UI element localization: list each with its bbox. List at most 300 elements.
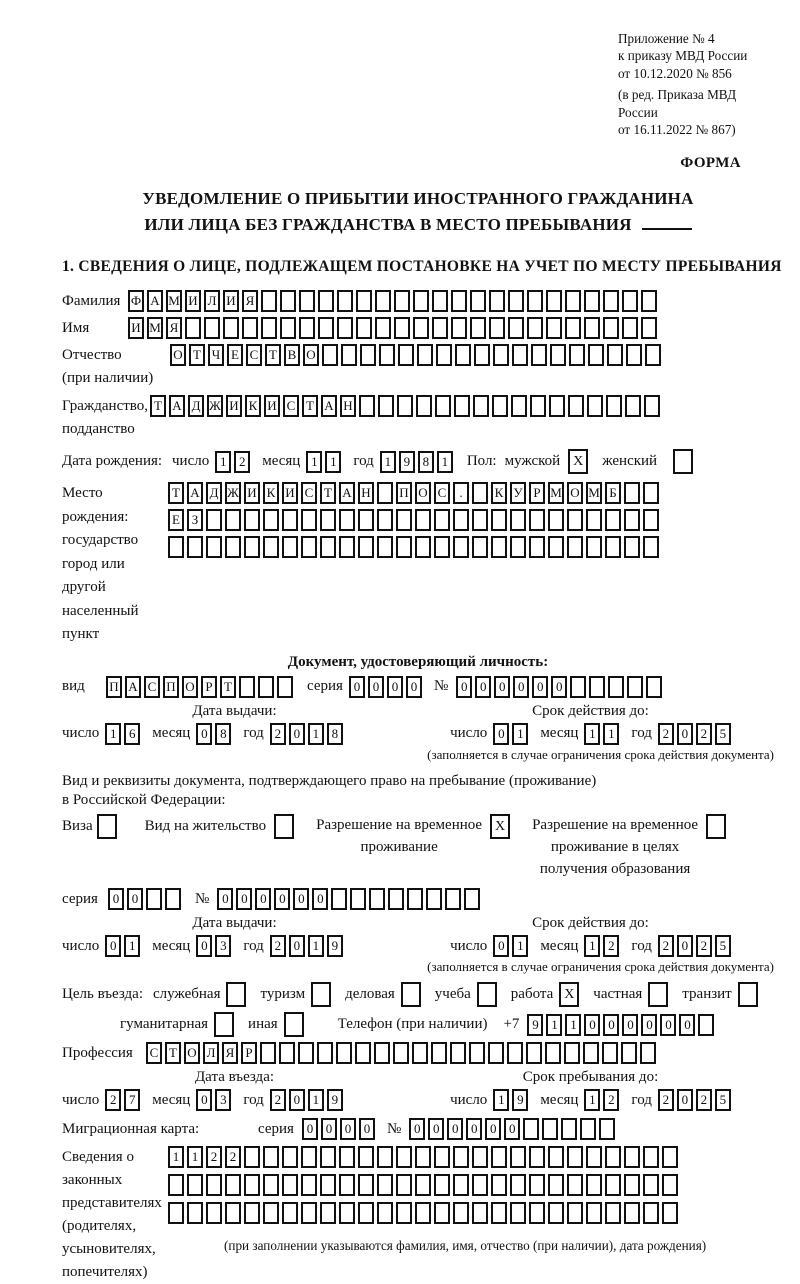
- purpose-tourism-checkbox[interactable]: [311, 982, 331, 1007]
- char-cell[interactable]: 0: [302, 1118, 318, 1140]
- char-cell[interactable]: [565, 290, 581, 312]
- char-cell[interactable]: З: [187, 509, 203, 531]
- char-cell[interactable]: [282, 509, 298, 531]
- char-cell[interactable]: [435, 395, 451, 417]
- char-cell[interactable]: [374, 1042, 390, 1064]
- char-cell[interactable]: [454, 395, 470, 417]
- char-cell[interactable]: [453, 1174, 469, 1196]
- char-cell[interactable]: [413, 317, 429, 339]
- char-cell[interactable]: [318, 290, 334, 312]
- char-cell[interactable]: [337, 290, 353, 312]
- char-cell[interactable]: [542, 1118, 558, 1140]
- char-cell[interactable]: [263, 1174, 279, 1196]
- char-cell[interactable]: [453, 509, 469, 531]
- char-cell[interactable]: [662, 1146, 678, 1168]
- char-cell[interactable]: [624, 509, 640, 531]
- char-cell[interactable]: Р: [201, 676, 217, 698]
- char-cell[interactable]: [377, 509, 393, 531]
- char-cell[interactable]: [589, 676, 605, 698]
- char-cell[interactable]: [261, 290, 277, 312]
- char-cell[interactable]: [355, 1042, 371, 1064]
- char-cell[interactable]: [225, 1202, 241, 1224]
- char-cell[interactable]: С: [246, 344, 262, 366]
- char-cell[interactable]: 0: [236, 888, 252, 910]
- char-cell[interactable]: 2: [658, 1089, 674, 1111]
- char-cell[interactable]: 0: [447, 1118, 463, 1140]
- char-cell[interactable]: К: [245, 395, 261, 417]
- char-cell[interactable]: [413, 290, 429, 312]
- char-cell[interactable]: Д: [188, 395, 204, 417]
- char-cell[interactable]: [242, 317, 258, 339]
- char-cell[interactable]: [320, 1146, 336, 1168]
- char-cell[interactable]: 9: [512, 1089, 528, 1111]
- char-cell[interactable]: Р: [241, 1042, 257, 1064]
- char-cell[interactable]: 1: [168, 1146, 184, 1168]
- char-cell[interactable]: 1: [215, 451, 231, 473]
- char-cell[interactable]: Т: [189, 344, 205, 366]
- char-cell[interactable]: [375, 290, 391, 312]
- char-cell[interactable]: [567, 1202, 583, 1224]
- char-cell[interactable]: [320, 1202, 336, 1224]
- char-cell[interactable]: [358, 1146, 374, 1168]
- char-cell[interactable]: Т: [168, 482, 184, 504]
- char-cell[interactable]: [432, 317, 448, 339]
- char-cell[interactable]: 0: [679, 1014, 695, 1036]
- char-cell[interactable]: [263, 536, 279, 558]
- char-cell[interactable]: В: [284, 344, 300, 366]
- char-cell[interactable]: Н: [340, 395, 356, 417]
- char-cell[interactable]: [624, 1146, 640, 1168]
- char-cell[interactable]: [434, 536, 450, 558]
- char-cell[interactable]: [379, 344, 395, 366]
- char-cell[interactable]: [529, 1174, 545, 1196]
- char-cell[interactable]: 1: [584, 723, 600, 745]
- char-cell[interactable]: [545, 1042, 561, 1064]
- char-cell[interactable]: [587, 395, 603, 417]
- char-cell[interactable]: 5: [715, 723, 731, 745]
- char-cell[interactable]: [282, 1202, 298, 1224]
- char-cell[interactable]: [398, 344, 414, 366]
- char-cell[interactable]: [529, 536, 545, 558]
- char-cell[interactable]: 6: [124, 723, 140, 745]
- char-cell[interactable]: 8: [215, 723, 231, 745]
- char-cell[interactable]: [624, 1174, 640, 1196]
- char-cell[interactable]: [451, 317, 467, 339]
- char-cell[interactable]: О: [170, 344, 186, 366]
- char-cell[interactable]: [643, 1202, 659, 1224]
- char-cell[interactable]: [626, 344, 642, 366]
- char-cell[interactable]: [282, 1174, 298, 1196]
- char-cell[interactable]: [360, 344, 376, 366]
- char-cell[interactable]: О: [184, 1042, 200, 1064]
- purpose-official-checkbox[interactable]: [226, 982, 246, 1007]
- char-cell[interactable]: 0: [196, 1089, 212, 1111]
- purpose-other-checkbox[interactable]: [284, 1012, 304, 1037]
- char-cell[interactable]: [508, 290, 524, 312]
- char-cell[interactable]: [548, 1202, 564, 1224]
- char-cell[interactable]: [301, 1146, 317, 1168]
- char-cell[interactable]: [548, 1146, 564, 1168]
- char-cell[interactable]: .: [453, 482, 469, 504]
- char-cell[interactable]: 1: [546, 1014, 562, 1036]
- char-cell[interactable]: 0: [340, 1118, 356, 1140]
- char-cell[interactable]: [510, 1146, 526, 1168]
- char-cell[interactable]: 0: [289, 723, 305, 745]
- char-cell[interactable]: И: [223, 290, 239, 312]
- char-cell[interactable]: [507, 1042, 523, 1064]
- char-cell[interactable]: [280, 290, 296, 312]
- char-cell[interactable]: И: [244, 482, 260, 504]
- char-cell[interactable]: [510, 1174, 526, 1196]
- char-cell[interactable]: [491, 1174, 507, 1196]
- char-cell[interactable]: [641, 317, 657, 339]
- char-cell[interactable]: [320, 509, 336, 531]
- char-cell[interactable]: И: [282, 482, 298, 504]
- char-cell[interactable]: О: [415, 482, 431, 504]
- char-cell[interactable]: [588, 344, 604, 366]
- char-cell[interactable]: [206, 1174, 222, 1196]
- char-cell[interactable]: [526, 1042, 542, 1064]
- char-cell[interactable]: [377, 1146, 393, 1168]
- char-cell[interactable]: 0: [387, 676, 403, 698]
- char-cell[interactable]: Б: [605, 482, 621, 504]
- char-cell[interactable]: [643, 482, 659, 504]
- char-cell[interactable]: [450, 1042, 466, 1064]
- char-cell[interactable]: [358, 1202, 374, 1224]
- char-cell[interactable]: [301, 1202, 317, 1224]
- char-cell[interactable]: 1: [565, 1014, 581, 1036]
- char-cell[interactable]: [187, 1202, 203, 1224]
- char-cell[interactable]: [318, 317, 334, 339]
- char-cell[interactable]: Н: [358, 482, 374, 504]
- char-cell[interactable]: [644, 395, 660, 417]
- char-cell[interactable]: [301, 509, 317, 531]
- char-cell[interactable]: [412, 1042, 428, 1064]
- char-cell[interactable]: 0: [622, 1014, 638, 1036]
- char-cell[interactable]: [432, 290, 448, 312]
- char-cell[interactable]: [377, 1174, 393, 1196]
- char-cell[interactable]: [377, 536, 393, 558]
- char-cell[interactable]: [451, 290, 467, 312]
- char-cell[interactable]: [331, 888, 347, 910]
- char-cell[interactable]: 0: [677, 1089, 693, 1111]
- char-cell[interactable]: [473, 395, 489, 417]
- char-cell[interactable]: [378, 395, 394, 417]
- char-cell[interactable]: [546, 317, 562, 339]
- char-cell[interactable]: Т: [265, 344, 281, 366]
- char-cell[interactable]: [339, 1146, 355, 1168]
- char-cell[interactable]: 8: [418, 451, 434, 473]
- char-cell[interactable]: 0: [105, 935, 121, 957]
- char-cell[interactable]: [301, 536, 317, 558]
- char-cell[interactable]: М: [586, 482, 602, 504]
- char-cell[interactable]: 0: [255, 888, 271, 910]
- char-cell[interactable]: [396, 509, 412, 531]
- char-cell[interactable]: [260, 1042, 276, 1064]
- char-cell[interactable]: [359, 395, 375, 417]
- char-cell[interactable]: О: [303, 344, 319, 366]
- char-cell[interactable]: [569, 344, 585, 366]
- char-cell[interactable]: 2: [658, 723, 674, 745]
- char-cell[interactable]: [602, 1042, 618, 1064]
- char-cell[interactable]: [640, 1042, 656, 1064]
- char-cell[interactable]: [605, 1202, 621, 1224]
- char-cell[interactable]: 9: [327, 1089, 343, 1111]
- char-cell[interactable]: [453, 1202, 469, 1224]
- char-cell[interactable]: Ч: [208, 344, 224, 366]
- char-cell[interactable]: [548, 536, 564, 558]
- char-cell[interactable]: [434, 509, 450, 531]
- char-cell[interactable]: [470, 317, 486, 339]
- char-cell[interactable]: Р: [529, 482, 545, 504]
- char-cell[interactable]: [474, 344, 490, 366]
- char-cell[interactable]: [356, 290, 372, 312]
- char-cell[interactable]: [627, 676, 643, 698]
- char-cell[interactable]: О: [567, 482, 583, 504]
- char-cell[interactable]: 2: [206, 1146, 222, 1168]
- char-cell[interactable]: 1: [493, 1089, 509, 1111]
- char-cell[interactable]: У: [510, 482, 526, 504]
- char-cell[interactable]: [584, 317, 600, 339]
- char-cell[interactable]: 2: [603, 1089, 619, 1111]
- char-cell[interactable]: [206, 1202, 222, 1224]
- char-cell[interactable]: Т: [320, 482, 336, 504]
- char-cell[interactable]: Ж: [207, 395, 223, 417]
- char-cell[interactable]: [567, 509, 583, 531]
- char-cell[interactable]: [168, 1202, 184, 1224]
- char-cell[interactable]: [510, 1202, 526, 1224]
- char-cell[interactable]: [472, 509, 488, 531]
- char-cell[interactable]: [337, 317, 353, 339]
- char-cell[interactable]: [570, 676, 586, 698]
- char-cell[interactable]: [455, 344, 471, 366]
- char-cell[interactable]: [298, 1042, 314, 1064]
- char-cell[interactable]: [469, 1042, 485, 1064]
- char-cell[interactable]: 0: [551, 676, 567, 698]
- char-cell[interactable]: [393, 1042, 409, 1064]
- char-cell[interactable]: Ж: [225, 482, 241, 504]
- char-cell[interactable]: [510, 536, 526, 558]
- char-cell[interactable]: 0: [108, 888, 124, 910]
- char-cell[interactable]: [624, 536, 640, 558]
- char-cell[interactable]: 2: [270, 1089, 286, 1111]
- char-cell[interactable]: [339, 1174, 355, 1196]
- char-cell[interactable]: 0: [196, 935, 212, 957]
- char-cell[interactable]: [453, 536, 469, 558]
- char-cell[interactable]: [529, 509, 545, 531]
- char-cell[interactable]: [358, 536, 374, 558]
- char-cell[interactable]: И: [128, 317, 144, 339]
- char-cell[interactable]: 0: [127, 888, 143, 910]
- char-cell[interactable]: [394, 290, 410, 312]
- char-cell[interactable]: А: [147, 290, 163, 312]
- char-cell[interactable]: М: [166, 290, 182, 312]
- char-cell[interactable]: 0: [584, 1014, 600, 1036]
- char-cell[interactable]: 1: [603, 723, 619, 745]
- char-cell[interactable]: [530, 395, 546, 417]
- char-cell[interactable]: Я: [242, 290, 258, 312]
- char-cell[interactable]: [187, 1174, 203, 1196]
- char-cell[interactable]: Е: [227, 344, 243, 366]
- char-cell[interactable]: [279, 1042, 295, 1064]
- char-cell[interactable]: [586, 1174, 602, 1196]
- char-cell[interactable]: [607, 344, 623, 366]
- char-cell[interactable]: С: [144, 676, 160, 698]
- char-cell[interactable]: [646, 676, 662, 698]
- char-cell[interactable]: [445, 888, 461, 910]
- char-cell[interactable]: 2: [658, 935, 674, 957]
- char-cell[interactable]: [603, 317, 619, 339]
- char-cell[interactable]: [375, 317, 391, 339]
- char-cell[interactable]: [277, 676, 293, 698]
- char-cell[interactable]: 0: [312, 888, 328, 910]
- char-cell[interactable]: [580, 1118, 596, 1140]
- char-cell[interactable]: [407, 888, 423, 910]
- char-cell[interactable]: [263, 1146, 279, 1168]
- char-cell[interactable]: [529, 1146, 545, 1168]
- char-cell[interactable]: [415, 509, 431, 531]
- char-cell[interactable]: [282, 1146, 298, 1168]
- char-cell[interactable]: М: [548, 482, 564, 504]
- char-cell[interactable]: [225, 536, 241, 558]
- char-cell[interactable]: [397, 395, 413, 417]
- char-cell[interactable]: А: [169, 395, 185, 417]
- char-cell[interactable]: [396, 1174, 412, 1196]
- char-cell[interactable]: 0: [321, 1118, 337, 1140]
- char-cell[interactable]: [301, 1174, 317, 1196]
- char-cell[interactable]: [280, 317, 296, 339]
- char-cell[interactable]: 0: [485, 1118, 501, 1140]
- char-cell[interactable]: [641, 290, 657, 312]
- char-cell[interactable]: 1: [512, 723, 528, 745]
- sex-female-checkbox[interactable]: [673, 449, 693, 474]
- purpose-private-checkbox[interactable]: [648, 982, 668, 1007]
- char-cell[interactable]: А: [321, 395, 337, 417]
- char-cell[interactable]: Т: [150, 395, 166, 417]
- char-cell[interactable]: Ф: [128, 290, 144, 312]
- char-cell[interactable]: Я: [166, 317, 182, 339]
- char-cell[interactable]: И: [185, 290, 201, 312]
- char-cell[interactable]: 2: [696, 1089, 712, 1111]
- char-cell[interactable]: 1: [105, 723, 121, 745]
- char-cell[interactable]: [339, 509, 355, 531]
- char-cell[interactable]: 0: [289, 935, 305, 957]
- char-cell[interactable]: И: [264, 395, 280, 417]
- char-cell[interactable]: [377, 482, 393, 504]
- char-cell[interactable]: 9: [327, 935, 343, 957]
- char-cell[interactable]: [523, 1118, 539, 1140]
- char-cell[interactable]: 0: [677, 723, 693, 745]
- char-cell[interactable]: [567, 536, 583, 558]
- char-cell[interactable]: Д: [206, 482, 222, 504]
- char-cell[interactable]: И: [226, 395, 242, 417]
- char-cell[interactable]: 1: [380, 451, 396, 473]
- temp-residence-checkbox[interactable]: X: [490, 814, 510, 839]
- char-cell[interactable]: 0: [677, 935, 693, 957]
- char-cell[interactable]: [510, 509, 526, 531]
- char-cell[interactable]: Т: [165, 1042, 181, 1064]
- char-cell[interactable]: [299, 317, 315, 339]
- char-cell[interactable]: [567, 1146, 583, 1168]
- temp-residence-education-checkbox[interactable]: [706, 814, 726, 839]
- char-cell[interactable]: [548, 509, 564, 531]
- char-cell[interactable]: [568, 395, 584, 417]
- char-cell[interactable]: 2: [105, 1089, 121, 1111]
- char-cell[interactable]: [492, 395, 508, 417]
- char-cell[interactable]: [488, 1042, 504, 1064]
- char-cell[interactable]: 0: [428, 1118, 444, 1140]
- char-cell[interactable]: 0: [494, 676, 510, 698]
- char-cell[interactable]: П: [163, 676, 179, 698]
- char-cell[interactable]: [546, 290, 562, 312]
- char-cell[interactable]: 9: [399, 451, 415, 473]
- char-cell[interactable]: [624, 1202, 640, 1224]
- char-cell[interactable]: [434, 1146, 450, 1168]
- char-cell[interactable]: 3: [215, 935, 231, 957]
- char-cell[interactable]: 0: [493, 723, 509, 745]
- char-cell[interactable]: [341, 344, 357, 366]
- char-cell[interactable]: [491, 1146, 507, 1168]
- char-cell[interactable]: [415, 1174, 431, 1196]
- char-cell[interactable]: [417, 344, 433, 366]
- char-cell[interactable]: [244, 509, 260, 531]
- char-cell[interactable]: [244, 1174, 260, 1196]
- char-cell[interactable]: 2: [270, 935, 286, 957]
- char-cell[interactable]: П: [106, 676, 122, 698]
- char-cell[interactable]: [320, 1174, 336, 1196]
- char-cell[interactable]: 7: [124, 1089, 140, 1111]
- char-cell[interactable]: [336, 1042, 352, 1064]
- char-cell[interactable]: [605, 509, 621, 531]
- char-cell[interactable]: А: [125, 676, 141, 698]
- char-cell[interactable]: 0: [274, 888, 290, 910]
- char-cell[interactable]: [599, 1118, 615, 1140]
- char-cell[interactable]: [350, 888, 366, 910]
- char-cell[interactable]: 2: [225, 1146, 241, 1168]
- char-cell[interactable]: [225, 509, 241, 531]
- char-cell[interactable]: [185, 317, 201, 339]
- char-cell[interactable]: [527, 290, 543, 312]
- char-cell[interactable]: [531, 344, 547, 366]
- char-cell[interactable]: К: [263, 482, 279, 504]
- char-cell[interactable]: [415, 1202, 431, 1224]
- char-cell[interactable]: [464, 888, 480, 910]
- char-cell[interactable]: 0: [532, 676, 548, 698]
- char-cell[interactable]: [282, 536, 298, 558]
- char-cell[interactable]: [472, 1146, 488, 1168]
- char-cell[interactable]: [548, 1174, 564, 1196]
- char-cell[interactable]: [244, 1202, 260, 1224]
- char-cell[interactable]: Т: [302, 395, 318, 417]
- char-cell[interactable]: [550, 344, 566, 366]
- char-cell[interactable]: [168, 1174, 184, 1196]
- char-cell[interactable]: [239, 676, 255, 698]
- char-cell[interactable]: М: [147, 317, 163, 339]
- purpose-humanitarian-checkbox[interactable]: [214, 1012, 234, 1037]
- char-cell[interactable]: [624, 482, 640, 504]
- char-cell[interactable]: [434, 1174, 450, 1196]
- char-cell[interactable]: 1: [512, 935, 528, 957]
- char-cell[interactable]: [317, 1042, 333, 1064]
- char-cell[interactable]: [622, 317, 638, 339]
- char-cell[interactable]: С: [301, 482, 317, 504]
- char-cell[interactable]: [511, 395, 527, 417]
- char-cell[interactable]: [583, 1042, 599, 1064]
- char-cell[interactable]: [625, 395, 641, 417]
- char-cell[interactable]: [416, 395, 432, 417]
- char-cell[interactable]: 0: [368, 676, 384, 698]
- char-cell[interactable]: [396, 536, 412, 558]
